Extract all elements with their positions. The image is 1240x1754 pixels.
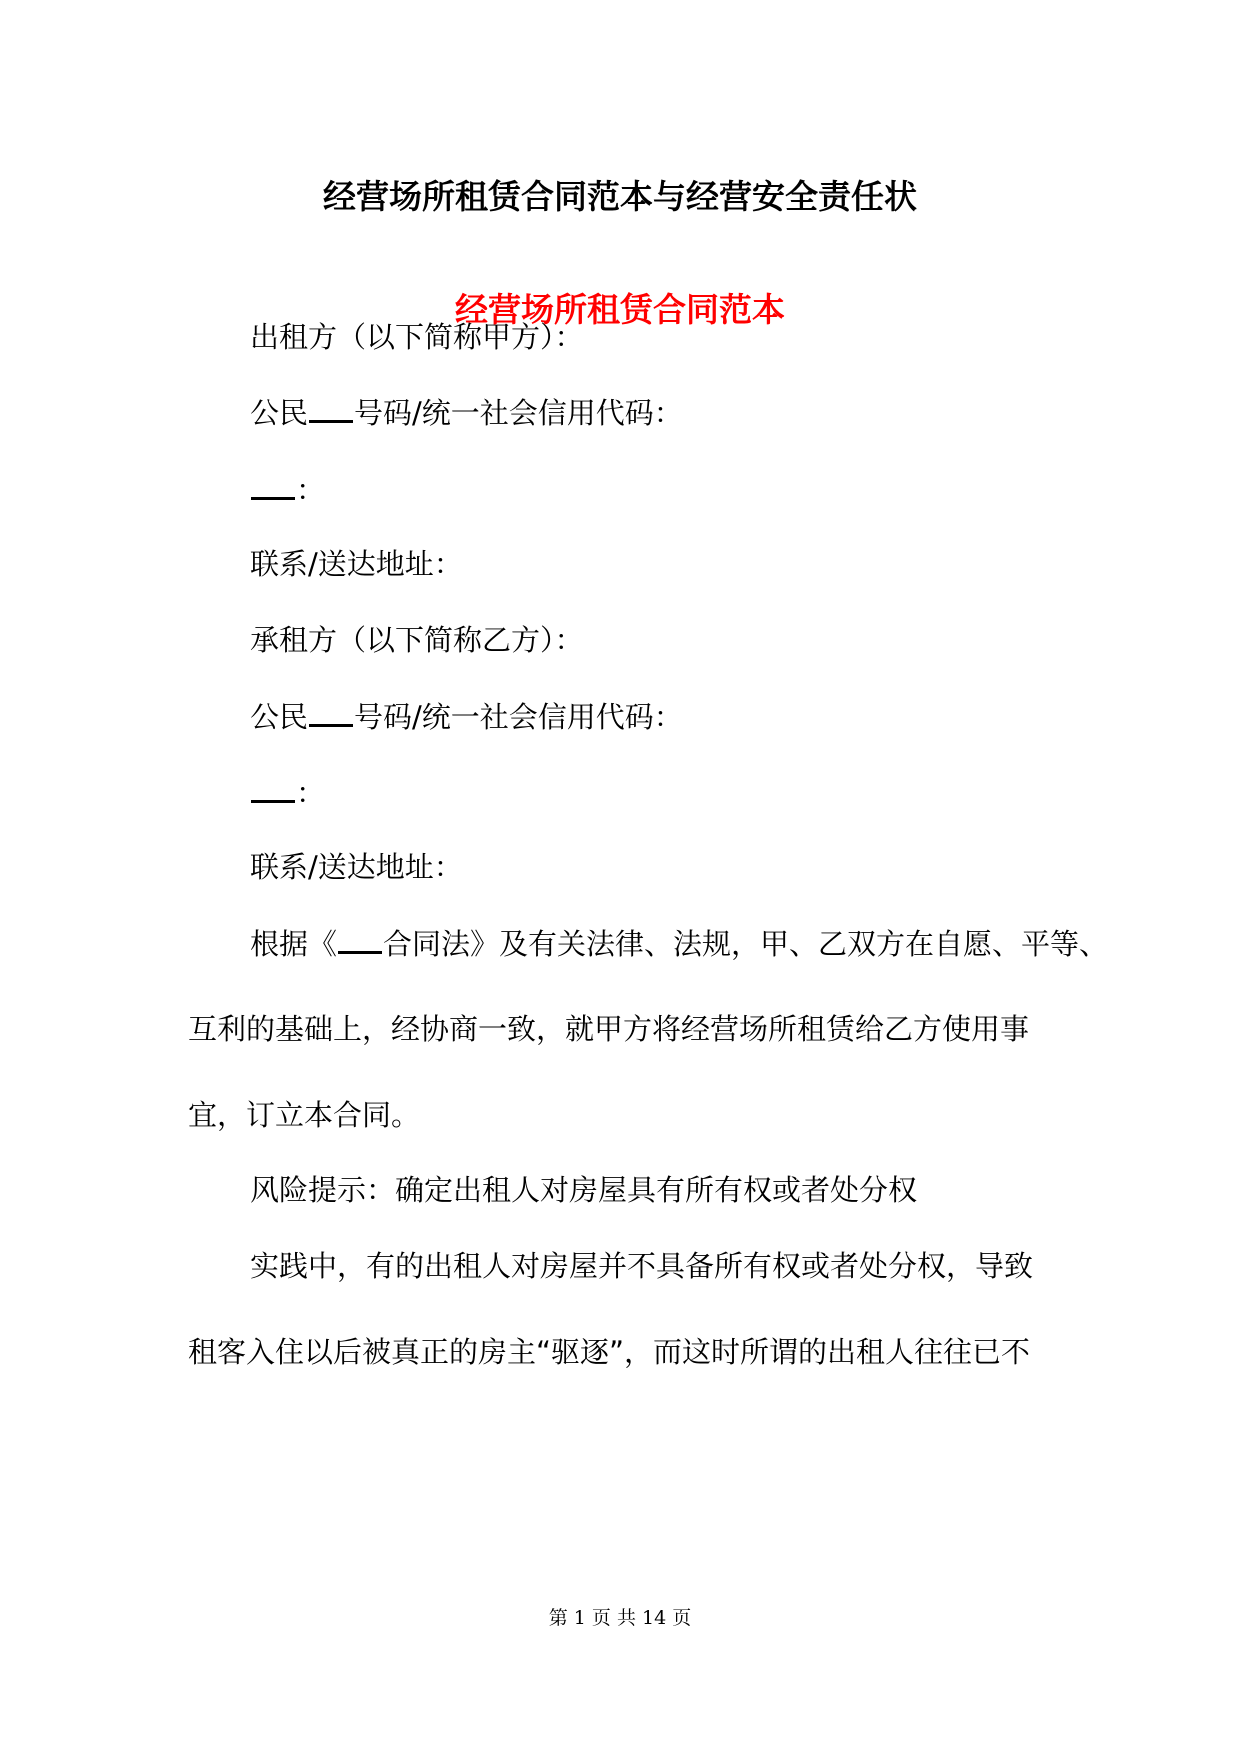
lessee-blank-line: ：	[250, 770, 325, 815]
lessor-label: 出租方（以下简称甲方）：	[250, 320, 584, 354]
preamble-line-2: 互利的基础上，经协商一致，就甲方将经营场所租赁给乙方使用事	[188, 1012, 1030, 1046]
preamble-line-3: 宜，订立本合同。	[188, 1098, 421, 1132]
lessee-address: 联系/送达地址：	[250, 850, 463, 884]
blank-underline	[251, 770, 295, 803]
blank-underline	[338, 921, 382, 954]
blank-underline	[309, 390, 353, 423]
blank-underline	[251, 467, 295, 500]
practice-line-1: 实践中，有的出租人对房屋并不具备所有权或者处分权，导致	[250, 1249, 1034, 1283]
lessee-id-line: 公民 号码/统一社会信用代码：	[250, 694, 683, 739]
page-number-footer: 第 1 页 共 14 页	[548, 1607, 692, 1629]
blank-underline	[309, 694, 353, 727]
practice-line-2: 租客入住以后被真正的房主“驱逐”，而这时所谓的出租人往往已不	[188, 1335, 1031, 1369]
lessee-label: 承租方（以下简称乙方）：	[250, 623, 584, 657]
lessor-blank-line: ：	[250, 467, 325, 512]
risk-tip: 风险提示：确定出租人对房屋具有所有权或者处分权	[250, 1173, 918, 1207]
document-title: 经营场所租赁合同范本与经营安全责任状	[323, 177, 917, 216]
preamble-line-1: 根据《 合同法》及有关法律、法规，甲、乙双方在自愿、平等、	[250, 921, 1108, 966]
lessor-id-line: 公民 号码/统一社会信用代码：	[250, 390, 683, 435]
lessor-address: 联系/送达地址：	[250, 547, 463, 581]
section-title: 经营场所租赁合同范本	[455, 290, 785, 329]
